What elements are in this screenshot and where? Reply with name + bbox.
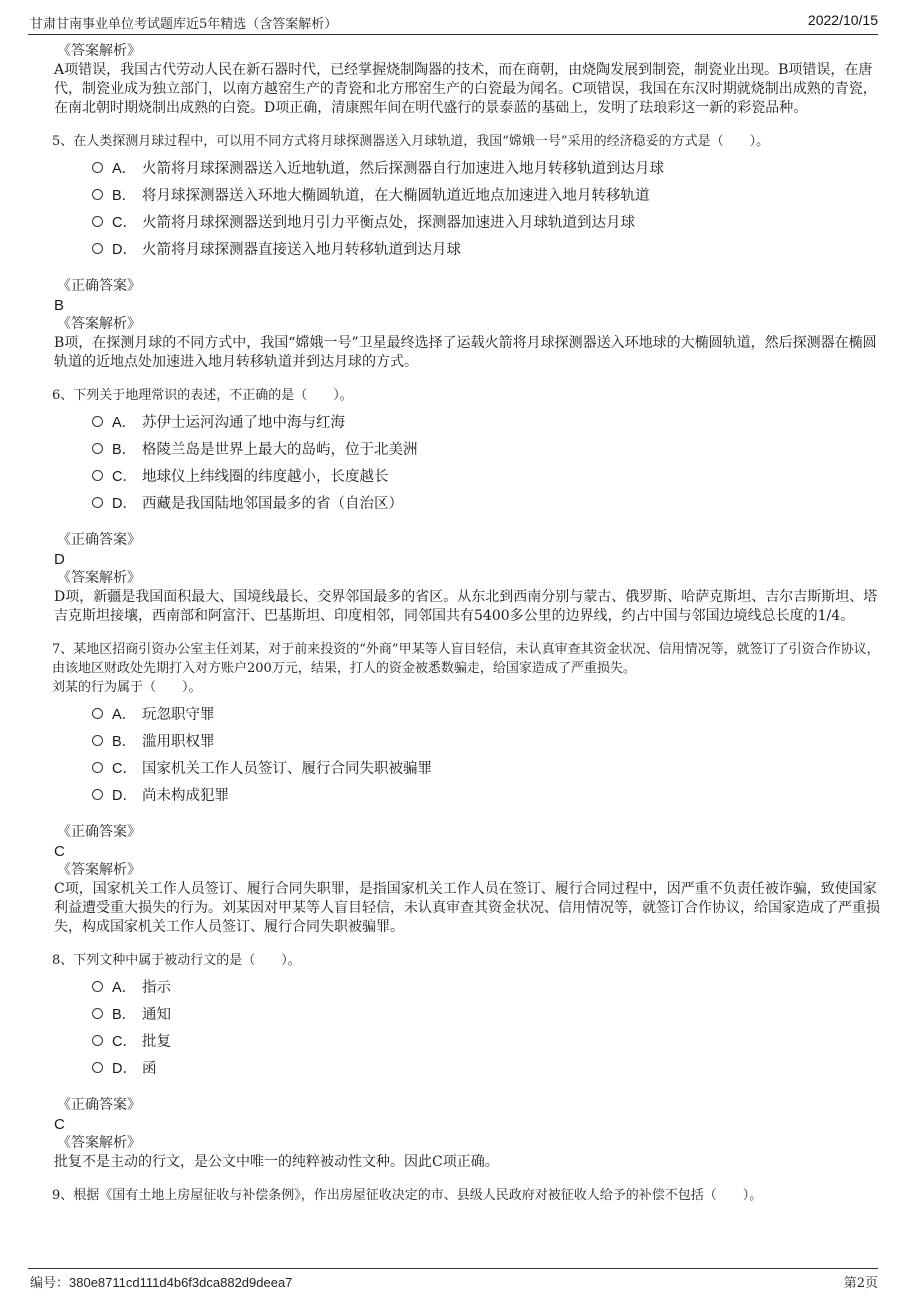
question-stem: 5、在人类探测月球过程中，可以用不同方式将月球探测器送入月球轨道，我国“嫦娥一号”采用的经济稳妥的方式是（ ）。 — [52, 134, 770, 149]
option-d[interactable]: D． 尚未构成犯罪 — [92, 782, 882, 809]
option-a[interactable]: A． 苏伊士运河沟通了地中海与红海 — [92, 409, 882, 436]
analysis-text: C项，国家机关工作人员签订、履行合同失职罪，是指国家机关工作人员在签订、履行合同过程中，因严重不负责任被诈骗，致使国家利益遭受重大损失的行为。刘某因对甲某等人盲目轻信，未认真审查其资金状况、信用情况等，就签订合作协议，给国家造成了严重损失，构成国家机关工作人员签订、履行合同失职被骗罪。 — [54, 881, 880, 935]
radio-icon[interactable] — [92, 497, 103, 508]
analysis-text: B项，在探测月球的不同方式中，我国“嫦娥一号”卫星最终选择了运载火箭将月球探测器送入环地球的大椭圆轨道，然后探测器在椭圆轨道的近地点处加速进入地月转移轨道并到达月球的方式。 — [54, 335, 877, 370]
correct-answer: C — [54, 1116, 65, 1133]
correct-answer-label: 《正确答案》 — [57, 278, 141, 294]
option-d[interactable]: D． 火箭将月球探测器直接送入地月转移轨道到达月球 — [92, 236, 882, 263]
option-c[interactable]: C． 火箭将月球探测器送到地月引力平衡点处，探测器加速进入月球轨道到达月球 — [92, 209, 882, 236]
analysis-label: 《答案解析》 — [57, 43, 141, 59]
option-a[interactable]: A． 指示 — [92, 974, 882, 1001]
radio-icon[interactable] — [92, 443, 103, 454]
question-stem: 9、根据《国有土地上房屋征收与补偿条例》，作出房屋征收决定的市、县级人民政府对被征收人给予的补偿不包括（ ）。 — [52, 1188, 763, 1203]
correct-answer-label: 《正确答案》 — [57, 532, 141, 548]
option-b[interactable]: B． 滥用职权罪 — [92, 728, 882, 755]
analysis-label: 《答案解析》 — [57, 1135, 141, 1151]
option-c[interactable]: C． 批复 — [92, 1028, 882, 1055]
option-list — [54, 155, 882, 263]
radio-icon[interactable] — [92, 1035, 103, 1046]
correct-answer: C — [54, 843, 65, 860]
page-footer — [28, 1268, 878, 1291]
option-c[interactable]: C． 地球仪上纬线圈的纬度越小，长度越长 — [92, 463, 882, 490]
analysis-label: 《答案解析》 — [57, 862, 141, 878]
radio-icon[interactable] — [92, 762, 103, 773]
document-code: 编号：380e8711cd111d4b6f3dca882d9deea7 — [30, 1275, 293, 1291]
radio-icon[interactable] — [92, 470, 103, 481]
correct-answer: B — [54, 297, 65, 314]
document-title: 甘肃甘南事业单位考试题库近5年精选（含答案解析） — [30, 17, 338, 32]
analysis-label: 《答案解析》 — [57, 570, 141, 586]
radio-icon[interactable] — [92, 1008, 103, 1019]
radio-icon[interactable] — [92, 416, 103, 427]
analysis-text: A项错误，我国古代劳动人民在新石器时代，已经掌握烧制陶器的技术，而在商朝，由烧陶发展到制瓷，制瓷业出现。B项错误，在唐代，制瓷业成为独立部门，以南方越窑生产的青瓷和北方邢窑生产的白瓷最为闻名。C项错误，我国在东汉时期就烧制出成熟的青瓷，在南北朝时期烧制出成熟的白瓷。D项正确，清康熙年间在明代盛行的景泰蓝的基础上，发明了珐琅彩这一新的彩瓷品种。 — [54, 62, 877, 116]
option-list — [54, 409, 882, 517]
radio-icon[interactable] — [92, 162, 103, 173]
analysis-label: 《答案解析》 — [57, 316, 141, 332]
option-a[interactable]: A． 火箭将月球探测器送入近地轨道，然后探测器自行加速进入地月转移轨道到达月球 — [92, 155, 882, 182]
option-b[interactable]: B． 格陵兰岛是世界上最大的岛屿，位于北美洲 — [92, 436, 882, 463]
option-d[interactable]: D． 西藏是我国陆地邻国最多的省（自治区） — [92, 490, 882, 517]
option-list — [54, 701, 882, 809]
radio-icon[interactable] — [92, 189, 103, 200]
correct-answer: D — [54, 551, 65, 568]
analysis-text: 批复不是主动的行文，是公文中唯一的纯粹被动性文种。因此C项正确。 — [54, 1154, 499, 1170]
option-b[interactable]: B． 将月球探测器送入环地大椭圆轨道，在大椭圆轨道近地点加速进入地月转移轨道 — [92, 182, 882, 209]
radio-icon[interactable] — [92, 789, 103, 800]
radio-icon[interactable] — [92, 708, 103, 719]
option-a[interactable]: A． 玩忽职守罪 — [92, 701, 882, 728]
radio-icon[interactable] — [92, 981, 103, 992]
radio-icon[interactable] — [92, 243, 103, 254]
option-list — [54, 974, 882, 1082]
correct-answer-label: 《正确答案》 — [57, 824, 141, 840]
option-d[interactable]: D． 函 — [92, 1055, 882, 1082]
page-header — [28, 10, 878, 35]
document-body — [54, 42, 882, 1205]
question-stem: 6、下列关于地理常识的表述，不正确的是（ ）。 — [52, 388, 353, 403]
question-stem: 8、下列文种中属于被动行文的是（ ）。 — [52, 953, 301, 968]
document-date: 2022/10/15 — [807, 12, 878, 28]
option-b[interactable]: B． 通知 — [92, 1001, 882, 1028]
radio-icon[interactable] — [92, 216, 103, 227]
option-c[interactable]: C． 国家机关工作人员签订、履行合同失职被骗罪 — [92, 755, 882, 782]
page-number: 第2页 — [843, 1276, 878, 1291]
analysis-text: D项，新疆是我国面积最大、国境线最长、交界邻国最多的省区。从东北到西南分别与蒙古、俄罗斯、哈萨克斯坦、吉尔吉斯斯坦、塔吉克斯坦接壤，西南部和阿富汗、巴基斯坦、印度相邻，同邻国共有5400多公里的边界线，约占中国与邻国边境线总长度的1/4。 — [54, 589, 878, 624]
question-stem-continued: 刘某的行为属于（ ）。 — [52, 680, 202, 695]
correct-answer-label: 《正确答案》 — [57, 1097, 141, 1113]
radio-icon[interactable] — [92, 1062, 103, 1073]
question-stem: 7、某地区招商引资办公室主任刘某，对于前来投资的“外商”甲某等人盲目轻信，未认真审查其资金状况、信用情况等，就签订了引资合作协议，由该地区财政处先期打入对方账户200万元，结果，打人的资金被悉数骗走，给国家造成了严重损失。 — [52, 642, 880, 676]
radio-icon[interactable] — [92, 735, 103, 746]
